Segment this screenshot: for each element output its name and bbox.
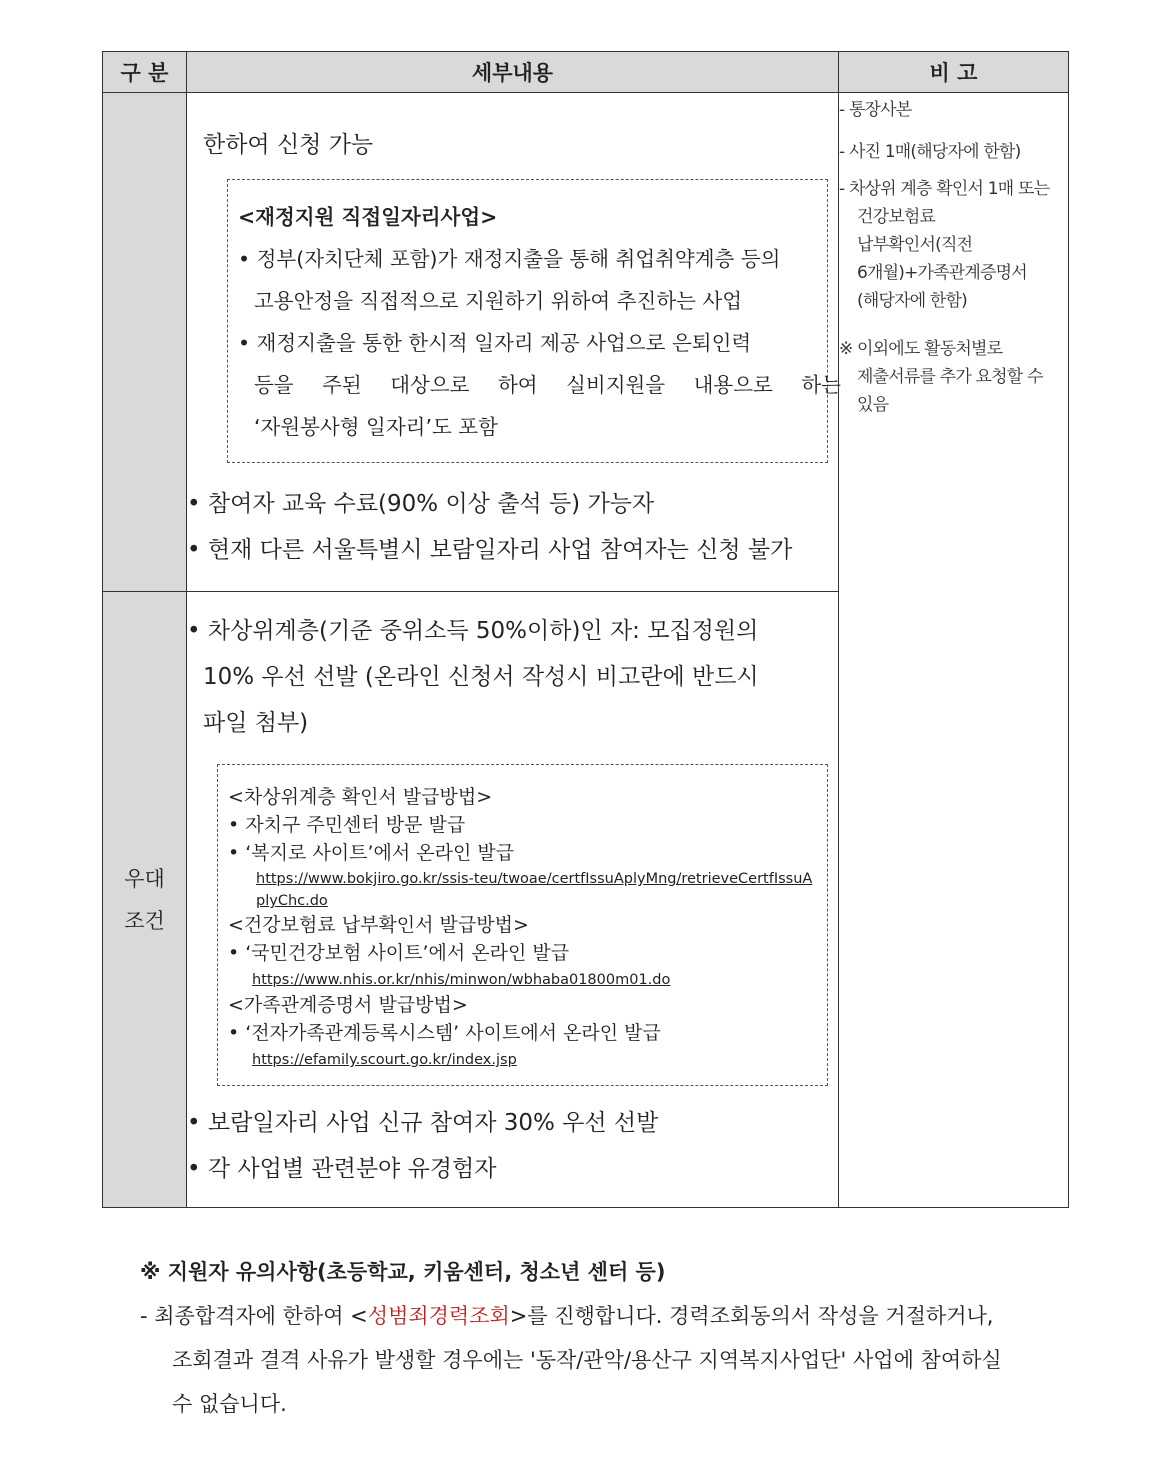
box-item-efamily: • ‘전자가족관계등록시스템’ 사이트에서 온라인 발급 (228, 1022, 661, 1044)
issuance-methods-box (217, 764, 828, 1086)
criminal-record-check: 성범죄경력조회 (367, 1304, 510, 1328)
note-photo: - 사진 1매(해당자에 한함) (839, 142, 1021, 162)
note-bankbook: - 통장사본 (839, 100, 912, 120)
table-header-row (103, 52, 1069, 93)
notice-line-2: 조회결과 결격 사유가 발생할 경우에는 '동작/관악/용산구 지역복지사업단' 사업에 참여하실 (172, 1348, 1002, 1372)
box-title-family: <가족관계증명서 발급방법> (228, 994, 468, 1016)
box-item-nhis: • ‘국민건강보험 사이트’에서 온라인 발급 (228, 942, 570, 964)
link-efamily[interactable]: https://efamily.scourt.go.kr/index.jsp (252, 1052, 517, 1068)
notice-line-3: 수 없습니다. (172, 1392, 287, 1416)
header-note: 비 고 (839, 52, 1069, 93)
category-cell-preference: 우대 조건 (103, 592, 187, 1208)
note-documents: - 차상위 계층 확인서 1매 또는 건강보험료 납부확인서(직전 6개월)+가족관계증명서 (해당자에 한함) (839, 179, 1050, 311)
box-bullet-1: • 정부(자치단체 포함)가 재정지출을 통해 취업취약계층 등의 고용안정을 직접적으로 지원하기 위하여 추진하는 사업 (238, 247, 781, 313)
notes-cell (839, 93, 1069, 1208)
continuation-text: 한하여 신청 가능 (203, 132, 374, 158)
box-bullet-2: • 재정지출을 통한 한시적 일자리 제공 사업으로 은퇴인력 등을 주된 대상으로 하여 실비지원을 내용으로 하는 ‘자원봉사형 일자리’도 포함 (238, 331, 841, 439)
applicant-notice (140, 1250, 1070, 1426)
notice-heading: ※ 지원자 유의사항(초등학교, 키움센터, 청소년 센터 등) (140, 1260, 666, 1284)
preference-bullet-3: • 각 사업별 관련분야 유경험자 (187, 1156, 497, 1182)
eligibility-bullet-2: • 현재 다른 서울특별시 보람일자리 사업 참여자는 신청 불가 (187, 537, 793, 563)
detail-cell-eligibility (187, 93, 839, 592)
preference-bullet-1: • 차상위계층(기준 중위소득 50%이하)인 자: 모집정원의 10% 우선 선발 (온라인 신청서 작성시 비고란에 반드시 파일 첨부) (187, 618, 759, 736)
link-nhis[interactable]: https://www.nhis.or.kr/nhis/minwon/wbhaba01800m01.do (252, 972, 671, 988)
preference-bullet-2: • 보람일자리 사업 신규 참여자 30% 우선 선발 (187, 1110, 659, 1136)
header-category: 구 분 (103, 52, 187, 93)
eligibility-bullet-1: • 참여자 교육 수료(90% 이상 출석 등) 가능자 (187, 491, 655, 517)
box-title: <재정지원 직접일자리사업> (238, 205, 498, 229)
link-bokjiro[interactable]: https://www.bokjiro.go.kr/ssis-teu/twoae/certfIssuAplyMng/retrieveCertfIssuA plyChc.do (256, 871, 813, 909)
category-cell-empty (103, 93, 187, 592)
note-additional: ※ 이외에도 활동처별로 제출서류를 추가 요청할 수 있음 (839, 339, 1043, 415)
box-item-community-center: • 자치구 주민센터 방문 발급 (228, 814, 466, 836)
table-row (103, 93, 1069, 592)
box-title-health-insurance: <건강보험료 납부확인서 발급방법> (228, 914, 529, 936)
info-table (102, 51, 1069, 1208)
header-detail: 세부내용 (187, 52, 839, 93)
notice-line-1: - 최종합격자에 한하여 <성범죄경력조회>를 진행합니다. 경력조회동의서 작성을 거절하거나, (140, 1304, 994, 1328)
box-title-low-income: <차상위계층 확인서 발급방법> (228, 786, 493, 808)
box-item-bokjiro: • ‘복지로 사이트’에서 온라인 발급 (228, 842, 515, 864)
direct-job-info-box (227, 179, 841, 463)
detail-cell-preference (187, 592, 839, 1208)
